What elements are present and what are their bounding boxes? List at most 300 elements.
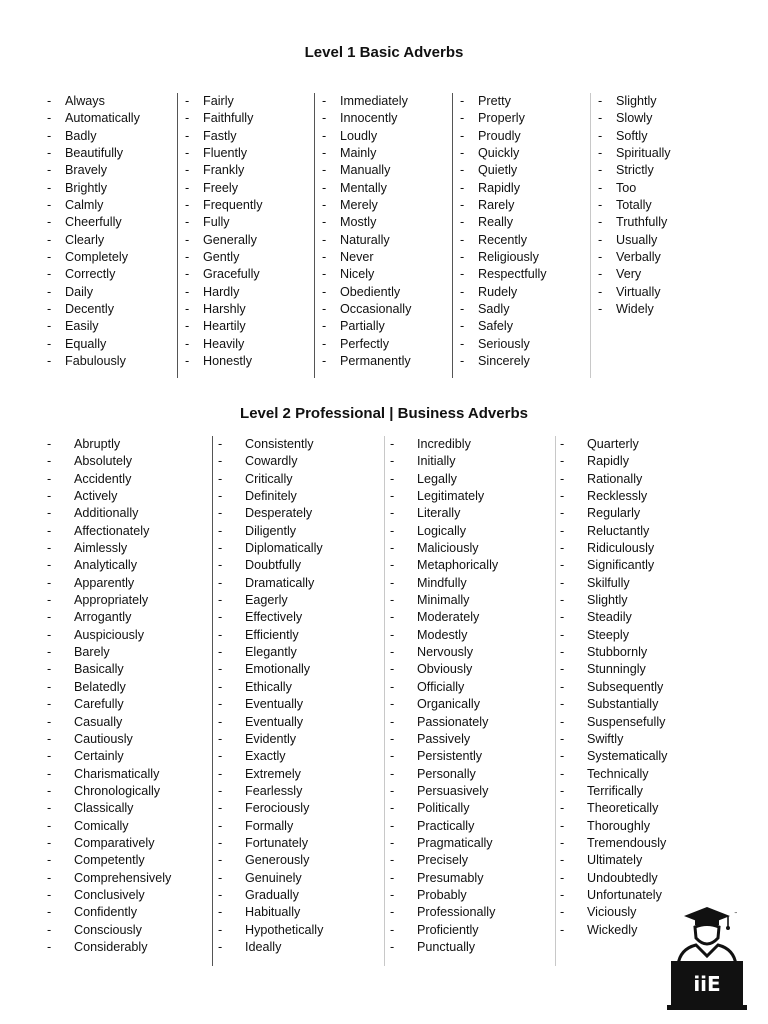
adverb-word: Obediently bbox=[340, 284, 401, 299]
bullet-dash: - bbox=[322, 111, 327, 126]
bullet-dash: - bbox=[47, 939, 52, 954]
bullet-dash: - bbox=[598, 180, 603, 195]
adverb-word: Automatically bbox=[65, 111, 140, 126]
adverb-word: Reluctantly bbox=[587, 523, 650, 538]
adverb-word: Immediately bbox=[340, 94, 408, 108]
adverb-item bbox=[47, 644, 171, 661]
adverb-item bbox=[390, 783, 498, 800]
bullet-dash: - bbox=[460, 111, 465, 126]
adverb-word: Strictly bbox=[616, 163, 654, 178]
bullet-dash: - bbox=[560, 801, 565, 816]
adverb-item bbox=[218, 783, 323, 800]
bullet-dash: - bbox=[218, 471, 223, 486]
bullet-dash: - bbox=[390, 471, 395, 486]
bullet-dash: - bbox=[185, 302, 190, 317]
adverb-item bbox=[218, 436, 323, 453]
bullet-dash: - bbox=[218, 558, 223, 573]
bullet-dash: - bbox=[218, 697, 223, 712]
bullet-dash: - bbox=[390, 575, 395, 590]
adverb-item bbox=[390, 731, 498, 748]
adverb-item bbox=[560, 609, 667, 626]
adverb-item bbox=[390, 471, 498, 488]
adverb-word: Perfectly bbox=[340, 336, 389, 351]
adverb-item bbox=[47, 818, 171, 835]
adverb-word: Genuinely bbox=[245, 870, 302, 885]
bullet-dash: - bbox=[47, 163, 52, 178]
bullet-dash: - bbox=[560, 697, 565, 712]
bullet-dash: - bbox=[218, 818, 223, 833]
bullet-dash: - bbox=[460, 94, 465, 108]
bullet-dash: - bbox=[218, 801, 223, 816]
bullet-dash: - bbox=[47, 749, 52, 764]
adverb-item bbox=[460, 249, 547, 266]
adverb-item bbox=[185, 93, 263, 110]
adverb-word: Barely bbox=[74, 645, 110, 660]
adverb-item bbox=[322, 197, 411, 214]
bullet-dash: - bbox=[218, 541, 223, 556]
bullet-dash: - bbox=[560, 489, 565, 504]
adverb-word: Dramatically bbox=[245, 575, 315, 590]
adverb-word: Maliciously bbox=[417, 541, 479, 556]
adverb-item bbox=[218, 766, 323, 783]
adverb-word: Persuasively bbox=[417, 783, 489, 798]
adverb-word: Ethically bbox=[245, 679, 292, 694]
adverb-word: Rationally bbox=[587, 471, 643, 486]
adverb-word: Properly bbox=[478, 111, 525, 126]
adverb-word: Elegantly bbox=[245, 645, 297, 660]
adverb-item bbox=[47, 592, 171, 609]
adverb-word: Softly bbox=[616, 128, 648, 143]
adverb-word: Politically bbox=[417, 801, 470, 816]
adverb-item bbox=[460, 162, 547, 179]
adverb-word: Passively bbox=[417, 731, 471, 746]
adverb-item bbox=[390, 714, 498, 731]
adverb-word: Terrifically bbox=[587, 783, 643, 798]
adverb-word: Freely bbox=[203, 180, 238, 195]
adverb-item bbox=[185, 110, 263, 127]
adverb-item bbox=[47, 852, 171, 869]
bullet-dash: - bbox=[322, 180, 327, 195]
adverb-item bbox=[598, 301, 671, 318]
adverb-word: Apparently bbox=[74, 575, 135, 590]
bullet-dash: - bbox=[47, 575, 52, 590]
adverb-word: Punctually bbox=[417, 939, 476, 954]
adverb-item bbox=[560, 661, 667, 678]
adverb-item bbox=[218, 835, 323, 852]
section1-column-4 bbox=[460, 93, 547, 371]
adverb-word: Theoretically bbox=[587, 801, 659, 816]
bullet-dash: - bbox=[47, 645, 52, 660]
adverb-item bbox=[460, 266, 547, 283]
bullet-dash: - bbox=[560, 437, 565, 451]
bullet-dash: - bbox=[322, 163, 327, 178]
bullet-dash: - bbox=[390, 783, 395, 798]
adverb-word: Never bbox=[340, 250, 374, 265]
adverb-item bbox=[390, 818, 498, 835]
adverb-word: Hypothetically bbox=[245, 922, 324, 937]
adverb-word: Legitimately bbox=[417, 489, 485, 504]
adverb-item bbox=[560, 887, 667, 904]
adverb-item bbox=[218, 818, 323, 835]
bullet-dash: - bbox=[390, 645, 395, 660]
bullet-dash: - bbox=[390, 939, 395, 954]
column-divider bbox=[314, 93, 315, 378]
bullet-dash: - bbox=[598, 215, 603, 230]
bullet-dash: - bbox=[47, 302, 52, 317]
bullet-dash: - bbox=[560, 870, 565, 885]
adverb-item bbox=[47, 436, 171, 453]
adverb-item bbox=[322, 232, 411, 249]
adverb-item bbox=[218, 887, 323, 904]
adverb-word: Belatedly bbox=[74, 679, 126, 694]
bullet-dash: - bbox=[47, 662, 52, 677]
adverb-word: Hardly bbox=[203, 284, 240, 299]
adverb-word: Undoubtedly bbox=[587, 870, 658, 885]
adverb-item bbox=[218, 644, 323, 661]
bullet-dash: - bbox=[218, 870, 223, 885]
adverb-item bbox=[390, 661, 498, 678]
adverb-item bbox=[47, 575, 171, 592]
adverb-word: Comprehensively bbox=[74, 870, 172, 885]
bullet-dash: - bbox=[47, 523, 52, 538]
adverb-word: Significantly bbox=[587, 558, 655, 573]
bullet-dash: - bbox=[218, 437, 223, 451]
adverb-word: Cautiously bbox=[74, 731, 133, 746]
adverb-word: Ideally bbox=[245, 939, 282, 954]
adverb-item bbox=[322, 93, 411, 110]
adverb-item bbox=[460, 301, 547, 318]
adverb-item bbox=[47, 783, 171, 800]
adverb-word: Rapidly bbox=[587, 454, 629, 469]
bullet-dash: - bbox=[560, 679, 565, 694]
adverb-word: Eventually bbox=[245, 714, 304, 729]
adverb-word: Chronologically bbox=[74, 783, 161, 798]
adverb-item bbox=[322, 214, 411, 231]
bullet-dash: - bbox=[47, 783, 52, 798]
bullet-dash: - bbox=[598, 267, 603, 282]
bullet-dash: - bbox=[185, 336, 190, 351]
bullet-dash: - bbox=[460, 267, 465, 282]
adverb-item bbox=[560, 436, 667, 453]
bullet-dash: - bbox=[218, 783, 223, 798]
adverb-item bbox=[185, 197, 263, 214]
adverb-item bbox=[560, 800, 667, 817]
adverb-item bbox=[460, 128, 547, 145]
bullet-dash: - bbox=[390, 714, 395, 729]
bullet-dash: - bbox=[218, 905, 223, 920]
bullet-dash: - bbox=[185, 354, 190, 369]
bullet-dash: - bbox=[560, 575, 565, 590]
adverb-item bbox=[218, 731, 323, 748]
adverb-word: Minimally bbox=[417, 593, 470, 608]
adverb-word: Unfortunately bbox=[587, 887, 662, 902]
bullet-dash: - bbox=[560, 835, 565, 850]
adverb-item bbox=[598, 197, 671, 214]
adverb-item bbox=[218, 714, 323, 731]
adverb-item bbox=[390, 592, 498, 609]
bullet-dash: - bbox=[390, 922, 395, 937]
adverb-word: Honestly bbox=[203, 354, 252, 369]
adverb-word: Merely bbox=[340, 198, 378, 213]
adverb-item bbox=[322, 266, 411, 283]
adverb-item bbox=[185, 318, 263, 335]
adverb-word: Nicely bbox=[340, 267, 375, 282]
bullet-dash: - bbox=[47, 354, 52, 369]
bullet-dash: - bbox=[218, 766, 223, 781]
adverb-word: Proficiently bbox=[417, 922, 479, 937]
adverb-item bbox=[47, 661, 171, 678]
adverb-item bbox=[322, 145, 411, 162]
bullet-dash: - bbox=[218, 645, 223, 660]
bullet-dash: - bbox=[390, 523, 395, 538]
adverb-item bbox=[460, 232, 547, 249]
bullet-dash: - bbox=[322, 336, 327, 351]
adverb-word: Heartily bbox=[203, 319, 246, 334]
bullet-dash: - bbox=[390, 593, 395, 608]
adverb-item bbox=[218, 661, 323, 678]
adverb-item bbox=[390, 800, 498, 817]
adverb-item bbox=[390, 575, 498, 592]
bullet-dash: - bbox=[390, 835, 395, 850]
adverb-item bbox=[560, 714, 667, 731]
adverb-word: Precisely bbox=[417, 853, 469, 868]
adverb-word: Proudly bbox=[478, 128, 521, 143]
adverb-word: Subsequently bbox=[587, 679, 664, 694]
adverb-word: Permanently bbox=[340, 354, 411, 369]
adverb-word: Correctly bbox=[65, 267, 116, 282]
adverb-item bbox=[47, 180, 140, 197]
adverb-item bbox=[47, 266, 140, 283]
adverb-item bbox=[47, 557, 171, 574]
bullet-dash: - bbox=[47, 922, 52, 937]
adverb-item bbox=[47, 609, 171, 626]
adverb-item bbox=[47, 887, 171, 904]
adverb-word: Respectfully bbox=[478, 267, 547, 282]
adverb-item bbox=[390, 922, 498, 939]
adverb-item bbox=[560, 488, 667, 505]
adverb-item bbox=[560, 766, 667, 783]
adverb-item bbox=[560, 783, 667, 800]
adverb-word: Absolutely bbox=[74, 454, 133, 469]
adverb-item bbox=[598, 232, 671, 249]
adverb-word: Organically bbox=[417, 697, 480, 712]
bullet-dash: - bbox=[185, 146, 190, 161]
adverb-item bbox=[460, 197, 547, 214]
adverb-item bbox=[47, 284, 140, 301]
bullet-dash: - bbox=[47, 284, 52, 299]
adverb-word: Logically bbox=[417, 523, 467, 538]
section2-column-2 bbox=[218, 436, 324, 956]
adverb-word: Pretty bbox=[478, 94, 511, 108]
adverb-item bbox=[322, 284, 411, 301]
adverb-item bbox=[185, 284, 263, 301]
bullet-dash: - bbox=[322, 354, 327, 369]
bullet-dash: - bbox=[47, 111, 52, 126]
adverb-word: Ridiculously bbox=[587, 541, 655, 556]
adverb-word: Obviously bbox=[417, 662, 473, 677]
adverb-word: Competently bbox=[74, 853, 145, 868]
bullet-dash: - bbox=[322, 128, 327, 143]
adverb-item bbox=[218, 800, 323, 817]
bullet-dash: - bbox=[390, 558, 395, 573]
bullet-dash: - bbox=[460, 354, 465, 369]
adverb-word: Comically bbox=[74, 818, 129, 833]
bullet-dash: - bbox=[47, 905, 52, 920]
bullet-dash: - bbox=[560, 558, 565, 573]
bullet-dash: - bbox=[460, 319, 465, 334]
adverb-word: Gently bbox=[203, 250, 240, 265]
bullet-dash: - bbox=[390, 489, 395, 504]
adverb-item bbox=[185, 214, 263, 231]
adverb-word: Gracefully bbox=[203, 267, 260, 282]
bullet-dash: - bbox=[598, 284, 603, 299]
adverb-word: Consciously bbox=[74, 922, 142, 937]
bullet-dash: - bbox=[322, 215, 327, 230]
adverb-word: Stunningly bbox=[587, 662, 646, 677]
adverb-word: Innocently bbox=[340, 111, 398, 126]
bullet-dash: - bbox=[47, 232, 52, 247]
adverb-word: Safely bbox=[478, 319, 514, 334]
adverb-item bbox=[47, 488, 171, 505]
section1-column-1 bbox=[47, 93, 140, 371]
adverb-word: Generously bbox=[245, 853, 310, 868]
adverb-item bbox=[218, 471, 323, 488]
adverb-item bbox=[47, 523, 171, 540]
adverb-word: Very bbox=[616, 267, 642, 282]
adverb-word: Brightly bbox=[65, 180, 107, 195]
bullet-dash: - bbox=[47, 215, 52, 230]
bullet-dash: - bbox=[47, 801, 52, 816]
adverb-item bbox=[390, 644, 498, 661]
bullet-dash: - bbox=[598, 163, 603, 178]
adverb-word: Fabulously bbox=[65, 354, 126, 369]
bullet-dash: - bbox=[47, 471, 52, 486]
bullet-dash: - bbox=[322, 319, 327, 334]
bullet-dash: - bbox=[390, 662, 395, 677]
bullet-dash: - bbox=[560, 541, 565, 556]
bullet-dash: - bbox=[47, 146, 52, 161]
adverb-word: Eventually bbox=[245, 697, 304, 712]
adverb-item bbox=[598, 249, 671, 266]
adverb-word: Auspiciously bbox=[74, 627, 144, 642]
adverb-item bbox=[598, 93, 671, 110]
adverb-item bbox=[47, 696, 171, 713]
bullet-dash: - bbox=[218, 489, 223, 504]
adverb-word: Suspensefully bbox=[587, 714, 666, 729]
bullet-dash: - bbox=[560, 662, 565, 677]
adverb-word: Mindfully bbox=[417, 575, 467, 590]
adverb-word: Habitually bbox=[245, 905, 301, 920]
adverb-word: Classically bbox=[74, 801, 134, 816]
adverb-word: Regularly bbox=[587, 506, 641, 521]
adverb-word: Loudly bbox=[340, 128, 378, 143]
adverb-word: Ferociously bbox=[245, 801, 310, 816]
section1-title: Level 1 Basic Adverbs bbox=[304, 44, 464, 61]
bullet-dash: - bbox=[390, 887, 395, 902]
adverb-word: Recklessly bbox=[587, 489, 648, 504]
adverb-item bbox=[598, 180, 671, 197]
adverb-item bbox=[322, 336, 411, 353]
adverb-word: Occasionally bbox=[340, 302, 412, 317]
adverb-word: Fairly bbox=[203, 94, 234, 108]
bullet-dash: - bbox=[47, 627, 52, 642]
adverb-word: Easily bbox=[65, 319, 99, 334]
adverb-word: Decently bbox=[65, 302, 114, 317]
adverb-item bbox=[598, 128, 671, 145]
bullet-dash: - bbox=[47, 697, 52, 712]
adverb-word: Usually bbox=[616, 232, 658, 247]
adverb-item bbox=[185, 336, 263, 353]
adverb-word: Daily bbox=[65, 284, 93, 299]
bullet-dash: - bbox=[390, 506, 395, 521]
adverb-item bbox=[560, 835, 667, 852]
bullet-dash: - bbox=[460, 215, 465, 230]
bullet-dash: - bbox=[322, 267, 327, 282]
bullet-dash: - bbox=[560, 506, 565, 521]
bullet-dash: - bbox=[47, 319, 52, 334]
adverb-word: Recently bbox=[478, 232, 527, 247]
adverb-item bbox=[47, 110, 140, 127]
adverb-word: Always bbox=[65, 94, 105, 108]
bullet-dash: - bbox=[560, 714, 565, 729]
bullet-dash: - bbox=[598, 111, 603, 126]
adverb-word: Harshly bbox=[203, 302, 246, 317]
adverb-word: Evidently bbox=[245, 731, 297, 746]
bullet-dash: - bbox=[560, 627, 565, 642]
bullet-dash: - bbox=[560, 645, 565, 660]
adverb-item bbox=[218, 453, 323, 470]
adverb-word: Professionally bbox=[417, 905, 496, 920]
adverb-item bbox=[390, 766, 498, 783]
bullet-dash: - bbox=[185, 250, 190, 265]
section1-column-3 bbox=[322, 93, 412, 371]
adverb-item bbox=[218, 488, 323, 505]
adverb-item bbox=[322, 301, 412, 318]
bullet-dash: - bbox=[47, 835, 52, 850]
bullet-dash: - bbox=[390, 679, 395, 694]
adverb-word: Virtually bbox=[616, 284, 661, 299]
bullet-dash: - bbox=[47, 128, 52, 143]
bullet-dash: - bbox=[598, 302, 603, 317]
bullet-dash: - bbox=[390, 905, 395, 920]
adverb-item bbox=[460, 110, 547, 127]
adverb-word: Sincerely bbox=[478, 354, 530, 369]
adverb-item bbox=[47, 922, 171, 939]
bullet-dash: - bbox=[560, 471, 565, 486]
adverb-item bbox=[218, 627, 323, 644]
adverb-word: Calmly bbox=[65, 198, 104, 213]
bullet-dash: - bbox=[390, 766, 395, 781]
adverb-word: Wickedly bbox=[587, 922, 638, 937]
adverb-item bbox=[390, 540, 498, 557]
adverb-item bbox=[390, 679, 498, 696]
adverb-item bbox=[560, 818, 667, 835]
adverb-item bbox=[218, 679, 323, 696]
adverb-word: Confidently bbox=[74, 905, 138, 920]
adverb-word: Beautifully bbox=[65, 146, 124, 161]
bullet-dash: - bbox=[47, 679, 52, 694]
adverb-item bbox=[460, 145, 547, 162]
bullet-dash: - bbox=[47, 818, 52, 833]
adverb-word: Additionally bbox=[74, 506, 139, 521]
bullet-dash: - bbox=[560, 887, 565, 902]
adverb-item bbox=[47, 505, 171, 522]
adverb-word: Fortunately bbox=[245, 835, 308, 850]
adverb-item bbox=[47, 336, 140, 353]
bullet-dash: - bbox=[460, 146, 465, 161]
adverb-item bbox=[218, 540, 323, 557]
adverb-item bbox=[560, 505, 667, 522]
